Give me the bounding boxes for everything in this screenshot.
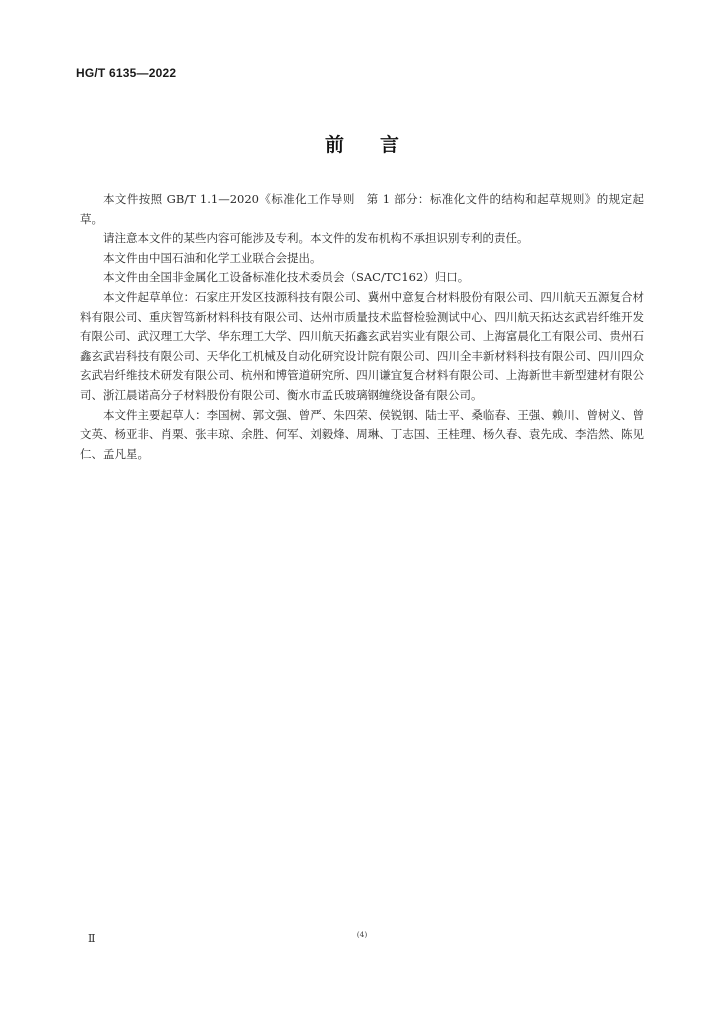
page-title: 前言 — [324, 134, 435, 156]
paragraph-drafters: 本文件主要起草人：李国树、郭文强、曾严、朱四荣、侯锐钢、陆士平、桑临春、王强、赖川、曾树义、曾文英、杨亚非、肖栗、张丰琼、余胜、何军、刘毅烽、周琳、丁志国、王桂理、杨久春、袁先成、李浩然、陈见仁、孟凡星。 — [80, 407, 644, 461]
paragraph-drafting-rules: 本文件按照 GB/T 1.1—2020《标准化工作导则 第 1 部分：标准化文件的结构和起草规则》的规定起草。 — [80, 192, 644, 226]
paragraph-committee: 本文件由全国非金属化工设备标准化技术委员会（SAC/TC162）归口。 — [103, 270, 470, 285]
paragraph-proposer: 本文件由中国石油和化学工业联合会提出。 — [103, 250, 322, 265]
paragraph-drafting-units: 本文件起草单位：石家庄开发区技源科技有限公司、冀州中意复合材料股份有限公司、四川航天五源复合材料有限公司、重庆智笃新材料科技有限公司、达州市质量技术监督检验测试中心、四川航天拓达玄武岩纤维开发有限公司、武汉理工大学、华东理工大学、四川航天拓鑫玄武岩实业有限公司、上海富晨化工有限公司、贵州石鑫玄武岩科技有限公司、天华化工机械及自动化研究设计院有限公司、四川全丰新材料科技有限公司、四川四众玄武岩纤维技术研发有限公司、杭州和博管道研究所、四川谦宜复合材料有限公司、上海新世丰新型建材有限公司、浙江晨诺高分子材料股份有限公司、衡水市孟氏玻璃钢缠绕设备有限公司。 — [80, 289, 644, 402]
paragraph-patent-notice: 请注意本文件的某些内容可能涉及专利。本文件的发布机构不承担识别专利的责任。 — [103, 231, 529, 246]
foreword-body — [80, 190, 644, 464]
page-marker: (4) — [356, 930, 368, 939]
page-number-roman: Ⅱ — [88, 932, 96, 945]
standard-code-header: HG/T 6135—2022 — [76, 66, 177, 80]
